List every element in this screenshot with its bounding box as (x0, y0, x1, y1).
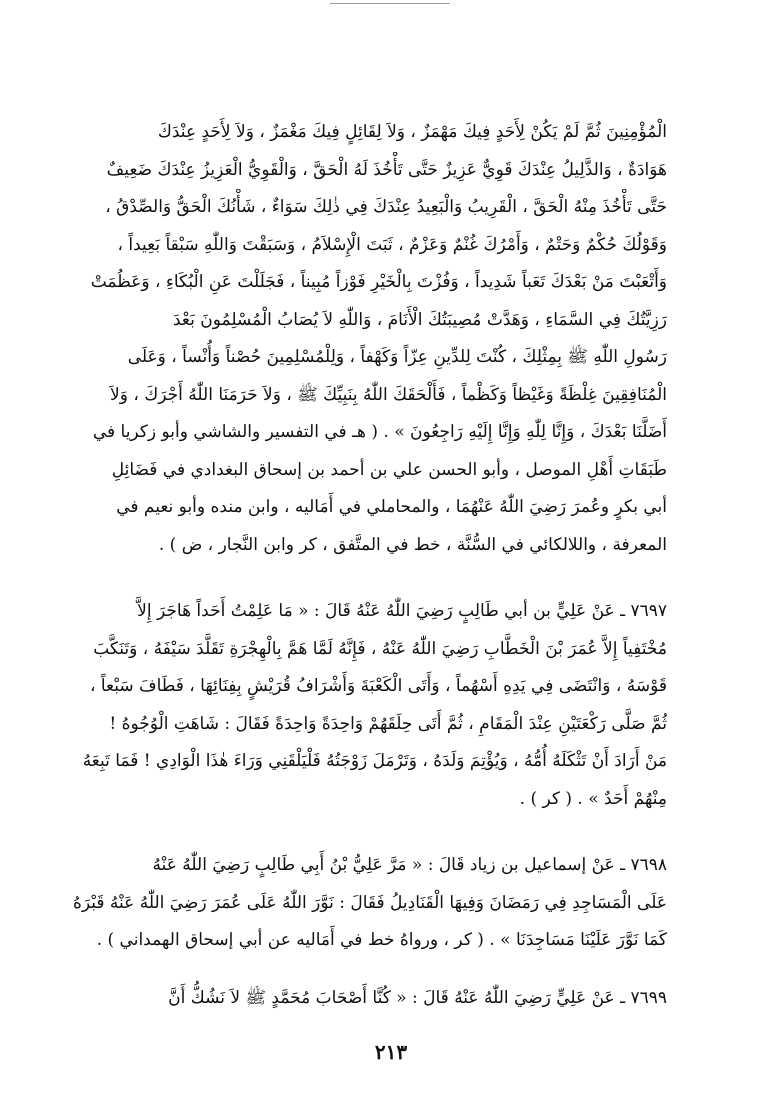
text-line: طَبَقَاتِ أَهْلِ الموصل ، وأبو الحسن علي بن أحمد بن إسحاق البغدادي في فَضَائِلِ (111, 459, 667, 480)
text-line: حَتَّى تَأْخُذَ مِنْهُ الْحَقَّ ، الْقَرِيبُ وَالْبَعِيدُ عِنْدَكَ فِي ذٰلِكَ سَوَاءٌ ، شَأْنُكَ الْحَقُّ وَالصِّدْقُ ، (105, 197, 667, 217)
text-line: ٧٦٩٩ ـ عَنْ عَلِيٍّ رَضِيَ اللّٰهُ عَنْهُ قَالَ : « كُنَّا أَصْحَابَ مُحَمَّدٍ ﷺ لاَ نَشُكُّ أَنَّ (168, 988, 667, 1008)
text-line: رَسُولِ اللّٰهِ ﷺ بِمِثْلِكَ ، كُنْتَ لِلدِّينِ عِزّاً وَكَهْفاً ، وَلِلْمُسْلِمِينَ حُصْناً وَأُنْساً ، وَعَلَى (127, 347, 667, 367)
text-line: أَضَلَّنَا بَعْدَكَ ، وَإِنَّا لِلّٰهِ وَإِنَّا إِلَيْهِ رَاجِعُونَ » . ( هـ في التفسير والشاشي وأبو زكريا في (92, 422, 667, 442)
text-line: ٧٦٩٨ ـ عَنْ إسماعيل بن زياد قَالَ : « مَرَّ عَلِيُّ بْنُ أَبِي طَالِبٍ رَضِيَ اللّٰهُ عَنْهُ (152, 855, 667, 875)
paragraph-continuation (45, 114, 667, 564)
text-line: مُخْتَفِياً إِلاَّ عُمَرَ بْنَ الْخَطَّابِ رَضِيَ اللّٰهُ عَنْهُ ، فَإِنَّهُ لَمَّا هَمَّ بِالْهِجْرَةِ تَقَلَّدَ سَيْفَهُ ، وَتَنَكَّبَ (93, 638, 667, 659)
text-line: رَزِيَّتُكَ فِي السَّمَاءِ ، وَهَدَّتْ مُصِيبَتُكَ الْأَنَامَ ، وَاللّٰهِ لاَ يُصَابُ الْمُسْلِمُونَ بَعْدَ (173, 309, 667, 330)
text-line: ٧٦٩٧ ـ عَنْ عَلِيٍّ بن أبي طَالِبٍ رَضِيَ اللّٰهُ عَنْهُ قَالَ : « مَا عَلِمْتُ أَحَداً هَاجَرَ إِلاَّ (137, 601, 667, 621)
text-line: أبي بكرٍ وعُمرَ رَضِيَ اللّٰهُ عَنْهُمَا ، والمحاملي في أَمَاليه ، وابن منده وأبو نعيم في (116, 497, 667, 517)
text-line: الْمُؤْمِنِينَ ثُمَّ لَمْ يَكُنْ لِأَحَدٍ فِيكَ مَهْمَزٌ ، وَلاَ لِقَائِلٍ فِيكَ مَغْمَزٌ ، وَلاَ لِأَحَدٍ عِنْدَكَ (157, 122, 667, 142)
text-line: وَقَوْلُكَ حُكْمٌ وَحَتْمٌ ، وَأَمْرُكَ غُنْمٌ وَعَزْمٌ ، ثَبَتَ الْإِسْلاَمُ ، وَسَبَقْتَ وَاللّٰهِ سَبْقاً بَعِيداً ، (117, 234, 667, 255)
hadith-7699 (45, 980, 667, 1018)
hadith-7697 (45, 593, 667, 818)
text-line: مِنْهُمْ أَحَدٌ » . ( كر ) . (519, 788, 667, 809)
text-line: عَلَى الْمَسَاجِدِ فِي رَمَضَانَ وَفِيهَا الْقَنَادِيلُ فَقَالَ : نَوَّرَ اللّٰهُ عَلَى عُمَرَ رَضِيَ اللّٰهُ عَنْهُ قَبْرَهُ (72, 892, 667, 913)
page-number: ٢١٣ (374, 1040, 408, 1064)
text-line: قَوْسَهُ ، وَانْتَضَى فِي يَدِهِ أَسْهُماً ، وَأَتَى الْكَعْبَةَ وَأَشْرَافُ قُرَيْشٍ بِفِنَائِهَا ، فَطَافَ سَبْعاً ، (89, 676, 667, 696)
text-line: هَوَادَةٌ ، وَالذَّلِيلُ عِنْدَكَ قَوِيٌّ عَزِيزٌ حَتَّى تَأْخُذَ لَهُ الْحَقَّ ، وَالْقَوِيُّ الْعَزِيزُ عِنْدَكَ ضَعِيفٌ (106, 159, 667, 180)
text-line: كَمَا نَوَّرَ عَلَيْنَا مَسَاجِدَنَا » . ( كر ، ورواهُ خط في أَمَاليه عن أبي إسحاق الهمداني ) . (96, 930, 667, 950)
hadith-7698 (45, 847, 667, 960)
text-line: الْمُنَافِقِينَ غِلْظَةً وَغَيْظاً وَكَظْماً ، فَأَلْحَقَكَ اللّٰهُ بِنَبِيِّكَ ﷺ ، وَلاَ حَرَمَنَا اللّٰهُ أَجْرَكَ ، وَلاَ (110, 384, 667, 405)
text-line: وَأَتْعَبْتَ مَنْ بَعْدَكَ تَعَباً شَدِيداً ، وَفُزْتَ بِالْخَيْرِ فَوْزاً مُبِيناً ، فَجَلَلْتَ عَنِ الْبُكَاءِ ، وَعَظُمَتْ (90, 272, 667, 292)
text-line: المعرفة ، واللالكائي في السُّنَّة ، خط في المتَّفق ، كر وابن النَّجار ، ض ) . (158, 534, 667, 555)
top-rule (330, 3, 450, 4)
text-line: مَنْ أَرَادَ أَنْ تَثْكَلَهُ أُمُّهُ ، وَيُؤْتِمَ وَلَدَهُ ، وَتَرْمَلَ زَوْجَتُهُ فَلْيَلْقَنِي وَرَاءَ هٰذَا الْوَادِي ! فَمَا تَبِعَهُ (82, 751, 667, 771)
text-line: ثُمَّ صَلَّى رَكْعَتَيْنِ عِنْدَ الْمَقَامِ ، ثُمَّ أَتَى حِلَقَهُمْ وَاحِدَةً وَاحِدَةً فَقَالَ : شَاهَتِ الْوُجُوهُ ! (109, 713, 667, 734)
